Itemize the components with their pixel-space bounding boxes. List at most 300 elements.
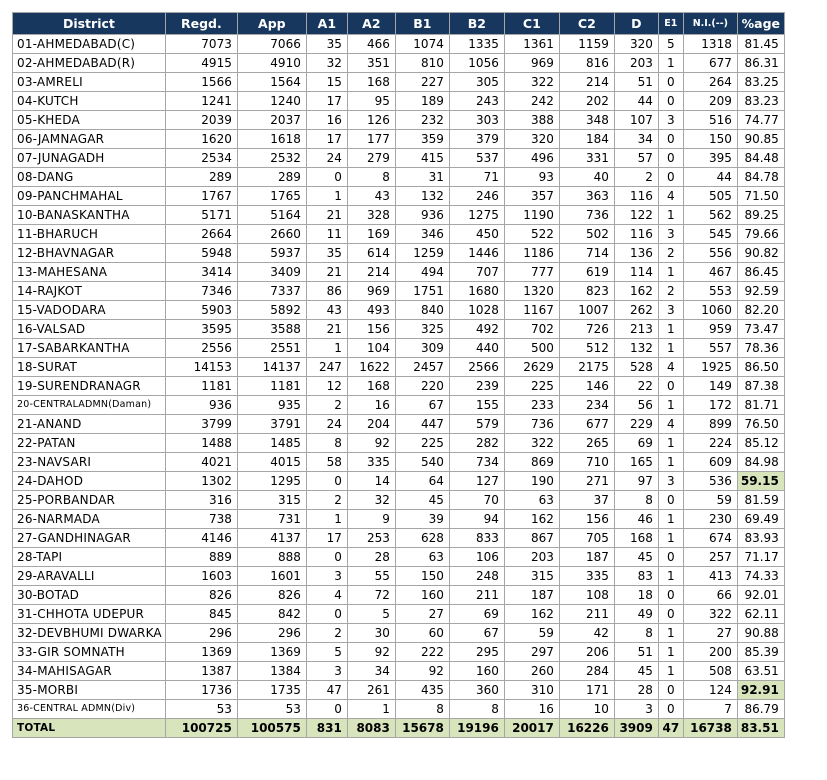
value-cell: 726: [559, 320, 614, 339]
value-cell: 705: [559, 529, 614, 548]
percentage-cell: 86.45: [737, 263, 784, 282]
value-cell: 1566: [165, 73, 237, 92]
value-cell: 869: [504, 453, 559, 472]
value-cell: 168: [347, 73, 395, 92]
value-cell: 11: [306, 225, 347, 244]
value-cell: 156: [347, 320, 395, 339]
value-cell: 888: [237, 548, 306, 567]
value-cell: 1: [658, 510, 683, 529]
header-cell: B2: [449, 13, 504, 35]
value-cell: 540: [395, 453, 449, 472]
value-cell: 4910: [237, 54, 306, 73]
value-cell: 106: [449, 548, 504, 567]
value-cell: 243: [449, 92, 504, 111]
value-cell: 1369: [237, 643, 306, 662]
value-cell: 1335: [449, 35, 504, 54]
value-cell: 959: [683, 320, 737, 339]
value-cell: 279: [347, 149, 395, 168]
results-table-container: [12, 12, 785, 738]
percentage-cell: 78.36: [737, 339, 784, 358]
district-cell: 24-DAHOD: [13, 472, 166, 491]
value-cell: 17: [306, 529, 347, 548]
value-cell: 70: [449, 491, 504, 510]
percentage-cell: 71.50: [737, 187, 784, 206]
value-cell: 889: [165, 548, 237, 567]
value-cell: 310: [504, 681, 559, 700]
value-cell: 5: [658, 35, 683, 54]
table-row: [13, 624, 785, 643]
value-cell: 46: [614, 510, 658, 529]
percentage-cell: 90.88: [737, 624, 784, 643]
district-cell: 34-MAHISAGAR: [13, 662, 166, 681]
value-cell: 1186: [504, 244, 559, 263]
value-cell: 92: [347, 643, 395, 662]
value-cell: 44: [614, 92, 658, 111]
value-cell: 710: [559, 453, 614, 472]
value-cell: 232: [395, 111, 449, 130]
table-row: [13, 225, 785, 244]
value-cell: 969: [504, 54, 559, 73]
value-cell: 206: [559, 643, 614, 662]
value-cell: 116: [614, 187, 658, 206]
value-cell: 3791: [237, 415, 306, 434]
value-cell: 363: [559, 187, 614, 206]
district-cell: 17-SABARKANTHA: [13, 339, 166, 358]
value-cell: 1: [658, 320, 683, 339]
value-cell: 59: [683, 491, 737, 510]
value-cell: 1240: [237, 92, 306, 111]
value-cell: 508: [683, 662, 737, 681]
value-cell: 3: [658, 111, 683, 130]
table-row: [13, 339, 785, 358]
table-row: [13, 643, 785, 662]
percentage-cell: 84.98: [737, 453, 784, 472]
percentage-cell: 84.48: [737, 149, 784, 168]
percentage-cell: 86.79: [737, 700, 784, 719]
value-cell: 19196: [449, 719, 504, 738]
value-cell: 677: [683, 54, 737, 73]
value-cell: 1241: [165, 92, 237, 111]
value-cell: 707: [449, 263, 504, 282]
value-cell: 831: [306, 719, 347, 738]
value-cell: 162: [614, 282, 658, 301]
value-cell: 160: [449, 662, 504, 681]
value-cell: 2175: [559, 358, 614, 377]
value-cell: 8: [347, 168, 395, 187]
value-cell: 246: [449, 187, 504, 206]
value-cell: 1446: [449, 244, 504, 263]
value-cell: 714: [559, 244, 614, 263]
value-cell: 516: [683, 111, 737, 130]
value-cell: 359: [395, 130, 449, 149]
value-cell: 63: [504, 491, 559, 510]
value-cell: 58: [306, 453, 347, 472]
value-cell: 936: [395, 206, 449, 225]
value-cell: 69: [449, 605, 504, 624]
value-cell: 1159: [559, 35, 614, 54]
value-cell: 320: [614, 35, 658, 54]
percentage-cell: 82.20: [737, 301, 784, 320]
district-cell: 16-VALSAD: [13, 320, 166, 339]
value-cell: 0: [658, 548, 683, 567]
value-cell: 777: [504, 263, 559, 282]
value-cell: 7066: [237, 35, 306, 54]
header-cell: A1: [306, 13, 347, 35]
value-cell: 94: [449, 510, 504, 529]
value-cell: 1: [658, 662, 683, 681]
district-results-table: [12, 12, 785, 738]
value-cell: 325: [395, 320, 449, 339]
table-row: [13, 700, 785, 719]
value-cell: 556: [683, 244, 737, 263]
value-cell: 1: [658, 624, 683, 643]
value-cell: 45: [395, 491, 449, 510]
value-cell: 1295: [237, 472, 306, 491]
value-cell: 3: [306, 567, 347, 586]
value-cell: 826: [165, 586, 237, 605]
value-cell: 7: [683, 700, 737, 719]
table-row: [13, 54, 785, 73]
value-cell: 296: [165, 624, 237, 643]
value-cell: 230: [683, 510, 737, 529]
header-cell: E1: [658, 13, 683, 35]
value-cell: 114: [614, 263, 658, 282]
value-cell: 2: [306, 491, 347, 510]
value-cell: 899: [683, 415, 737, 434]
value-cell: 8: [614, 624, 658, 643]
value-cell: 379: [449, 130, 504, 149]
value-cell: 1925: [683, 358, 737, 377]
value-cell: 4: [658, 187, 683, 206]
value-cell: 22: [614, 377, 658, 396]
value-cell: 15: [306, 73, 347, 92]
value-cell: 1735: [237, 681, 306, 700]
value-cell: 528: [614, 358, 658, 377]
district-cell: 08-DANG: [13, 168, 166, 187]
value-cell: 823: [559, 282, 614, 301]
value-cell: 8: [614, 491, 658, 510]
value-cell: 0: [658, 605, 683, 624]
value-cell: 3: [658, 225, 683, 244]
district-cell: 12-BHAVNAGAR: [13, 244, 166, 263]
value-cell: 14: [347, 472, 395, 491]
value-cell: 108: [559, 586, 614, 605]
value-cell: 2551: [237, 339, 306, 358]
value-cell: 810: [395, 54, 449, 73]
value-cell: 316: [165, 491, 237, 510]
value-cell: 211: [449, 586, 504, 605]
value-cell: 5164: [237, 206, 306, 225]
value-cell: 261: [347, 681, 395, 700]
value-cell: 702: [504, 320, 559, 339]
header-cell: %age: [737, 13, 784, 35]
value-cell: 92: [347, 434, 395, 453]
value-cell: 1622: [347, 358, 395, 377]
value-cell: 493: [347, 301, 395, 320]
value-cell: 126: [347, 111, 395, 130]
percentage-cell: 71.17: [737, 548, 784, 567]
value-cell: 2664: [165, 225, 237, 244]
value-cell: 15678: [395, 719, 449, 738]
value-cell: 107: [614, 111, 658, 130]
value-cell: 229: [614, 415, 658, 434]
value-cell: 35: [306, 244, 347, 263]
value-cell: 295: [449, 643, 504, 662]
value-cell: 867: [504, 529, 559, 548]
value-cell: 9: [347, 510, 395, 529]
value-cell: 736: [559, 206, 614, 225]
value-cell: 536: [683, 472, 737, 491]
value-cell: 450: [449, 225, 504, 244]
value-cell: 826: [237, 586, 306, 605]
table-row: [13, 320, 785, 339]
value-cell: 2660: [237, 225, 306, 244]
value-cell: 3: [306, 662, 347, 681]
value-cell: 1: [658, 434, 683, 453]
value-cell: 171: [559, 681, 614, 700]
percentage-cell: 92.91: [737, 681, 784, 700]
value-cell: 1190: [504, 206, 559, 225]
value-cell: 1: [658, 263, 683, 282]
value-cell: 63: [395, 548, 449, 567]
value-cell: 14137: [237, 358, 306, 377]
value-cell: 335: [559, 567, 614, 586]
value-cell: 413: [683, 567, 737, 586]
value-cell: 1564: [237, 73, 306, 92]
value-cell: 500: [504, 339, 559, 358]
value-cell: 31: [395, 168, 449, 187]
percentage-cell: 81.71: [737, 396, 784, 415]
value-cell: 136: [614, 244, 658, 263]
table-row: [13, 377, 785, 396]
value-cell: 1751: [395, 282, 449, 301]
value-cell: 395: [683, 149, 737, 168]
value-cell: 224: [683, 434, 737, 453]
value-cell: 1680: [449, 282, 504, 301]
table-row: [13, 567, 785, 586]
value-cell: 55: [347, 567, 395, 586]
value-cell: 57: [614, 149, 658, 168]
value-cell: 8083: [347, 719, 395, 738]
district-cell: 25-PORBANDAR: [13, 491, 166, 510]
value-cell: 32: [306, 54, 347, 73]
value-cell: 247: [306, 358, 347, 377]
value-cell: 122: [614, 206, 658, 225]
value-cell: 0: [658, 130, 683, 149]
value-cell: 466: [347, 35, 395, 54]
value-cell: 1320: [504, 282, 559, 301]
district-cell: 23-NAVSARI: [13, 453, 166, 472]
value-cell: 305: [449, 73, 504, 92]
district-cell: 32-DEVBHUMI DWARKA: [13, 624, 166, 643]
value-cell: 360: [449, 681, 504, 700]
value-cell: 34: [614, 130, 658, 149]
value-cell: 320: [504, 130, 559, 149]
value-cell: 132: [614, 339, 658, 358]
percentage-cell: 89.25: [737, 206, 784, 225]
value-cell: 248: [449, 567, 504, 586]
percentage-cell: 85.39: [737, 643, 784, 662]
value-cell: 203: [614, 54, 658, 73]
value-cell: 296: [237, 624, 306, 643]
table-row: [13, 130, 785, 149]
value-cell: 619: [559, 263, 614, 282]
value-cell: 2534: [165, 149, 237, 168]
district-cell: 20-CENTRALADMN(Daman): [13, 396, 166, 415]
district-cell: 02-AHMEDABAD(R): [13, 54, 166, 73]
district-cell: 05-KHEDA: [13, 111, 166, 130]
header-cell: C1: [504, 13, 559, 35]
header-cell: B1: [395, 13, 449, 35]
value-cell: 3: [658, 301, 683, 320]
table-row: [13, 415, 785, 434]
value-cell: 2566: [449, 358, 504, 377]
value-cell: 3409: [237, 263, 306, 282]
district-cell: 13-MAHESANA: [13, 263, 166, 282]
value-cell: 505: [683, 187, 737, 206]
value-cell: 14153: [165, 358, 237, 377]
value-cell: 1318: [683, 35, 737, 54]
value-cell: 10: [559, 700, 614, 719]
value-cell: 935: [237, 396, 306, 415]
value-cell: 2556: [165, 339, 237, 358]
value-cell: 3588: [237, 320, 306, 339]
value-cell: 1601: [237, 567, 306, 586]
value-cell: 0: [658, 149, 683, 168]
value-cell: 5937: [237, 244, 306, 263]
value-cell: 42: [559, 624, 614, 643]
value-cell: 168: [347, 377, 395, 396]
value-cell: 4: [306, 586, 347, 605]
value-cell: 168: [614, 529, 658, 548]
district-cell: 06-JAMNAGAR: [13, 130, 166, 149]
value-cell: 1603: [165, 567, 237, 586]
value-cell: 833: [449, 529, 504, 548]
value-cell: 0: [658, 681, 683, 700]
value-cell: 43: [347, 187, 395, 206]
value-cell: 1: [658, 453, 683, 472]
value-cell: 351: [347, 54, 395, 73]
header-cell: N.I.(--): [683, 13, 737, 35]
value-cell: 45: [614, 662, 658, 681]
value-cell: 2037: [237, 111, 306, 130]
percentage-cell: 74.33: [737, 567, 784, 586]
percentage-cell: 85.12: [737, 434, 784, 453]
table-body: [13, 35, 785, 738]
value-cell: 348: [559, 111, 614, 130]
value-cell: 132: [395, 187, 449, 206]
value-cell: 1275: [449, 206, 504, 225]
table-row: [13, 358, 785, 377]
total-row: [13, 719, 785, 738]
header-cell: App: [237, 13, 306, 35]
value-cell: 816: [559, 54, 614, 73]
value-cell: 2039: [165, 111, 237, 130]
value-cell: 172: [683, 396, 737, 415]
value-cell: 66: [683, 586, 737, 605]
value-cell: 16: [347, 396, 395, 415]
table-row: [13, 168, 785, 187]
table-row: [13, 282, 785, 301]
value-cell: 1485: [237, 434, 306, 453]
value-cell: 37: [559, 491, 614, 510]
value-cell: 220: [395, 377, 449, 396]
value-cell: 239: [449, 377, 504, 396]
percentage-cell: 86.31: [737, 54, 784, 73]
district-cell: 31-CHHOTA UDEPUR: [13, 605, 166, 624]
value-cell: 8: [395, 700, 449, 719]
value-cell: 1767: [165, 187, 237, 206]
value-cell: 146: [559, 377, 614, 396]
value-cell: 282: [449, 434, 504, 453]
value-cell: 72: [347, 586, 395, 605]
value-cell: 628: [395, 529, 449, 548]
value-cell: 83: [614, 567, 658, 586]
district-cell: 30-BOTAD: [13, 586, 166, 605]
value-cell: 0: [658, 491, 683, 510]
value-cell: 3414: [165, 263, 237, 282]
value-cell: 1: [658, 567, 683, 586]
value-cell: 24: [306, 149, 347, 168]
value-cell: 734: [449, 453, 504, 472]
value-cell: 260: [504, 662, 559, 681]
table-row: [13, 662, 785, 681]
value-cell: 165: [614, 453, 658, 472]
value-cell: 1: [658, 339, 683, 358]
value-cell: 1074: [395, 35, 449, 54]
value-cell: 51: [614, 643, 658, 662]
value-cell: 35: [306, 35, 347, 54]
value-cell: 1: [306, 510, 347, 529]
value-cell: 7346: [165, 282, 237, 301]
value-cell: 1: [658, 643, 683, 662]
value-cell: 24: [306, 415, 347, 434]
value-cell: 184: [559, 130, 614, 149]
value-cell: 67: [395, 396, 449, 415]
value-cell: 149: [683, 377, 737, 396]
percentage-cell: 81.45: [737, 35, 784, 54]
value-cell: 1620: [165, 130, 237, 149]
value-cell: 21: [306, 320, 347, 339]
value-cell: 1028: [449, 301, 504, 320]
value-cell: 315: [237, 491, 306, 510]
value-cell: 738: [165, 510, 237, 529]
value-cell: 0: [306, 168, 347, 187]
district-cell: 07-JUNAGADH: [13, 149, 166, 168]
district-cell: 26-NARMADA: [13, 510, 166, 529]
value-cell: 2532: [237, 149, 306, 168]
value-cell: 297: [504, 643, 559, 662]
value-cell: 4137: [237, 529, 306, 548]
value-cell: 440: [449, 339, 504, 358]
value-cell: 357: [504, 187, 559, 206]
value-cell: 16738: [683, 719, 737, 738]
value-cell: 162: [504, 510, 559, 529]
value-cell: 1: [347, 700, 395, 719]
value-cell: 331: [559, 149, 614, 168]
value-cell: 969: [347, 282, 395, 301]
value-cell: 557: [683, 339, 737, 358]
value-cell: 203: [504, 548, 559, 567]
value-cell: 67: [449, 624, 504, 643]
percentage-cell: 87.38: [737, 377, 784, 396]
value-cell: 97: [614, 472, 658, 491]
value-cell: 1: [306, 339, 347, 358]
value-cell: 5171: [165, 206, 237, 225]
district-cell: TOTAL: [13, 719, 166, 738]
value-cell: 92: [395, 662, 449, 681]
district-cell: 36-CENTRAL ADMN(Div): [13, 700, 166, 719]
